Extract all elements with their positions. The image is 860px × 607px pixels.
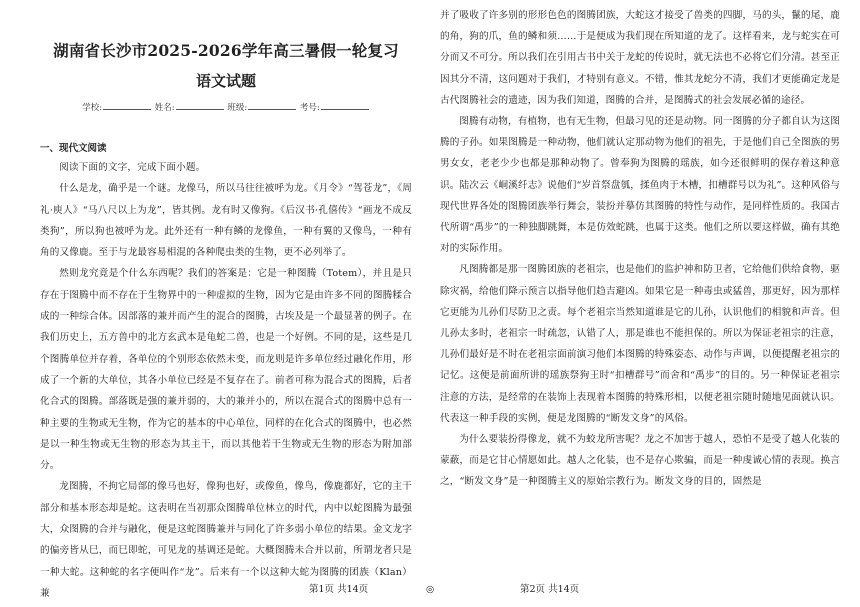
passage-paragraph: 图腾有动物，有植物，也有无生物，但最习见的还是动物。同一图腾的分子都自认为这图腾的子孙。如果图腾是一种动物，他们就认定那动物为他们的祖先，于是他们自己全图族的男男女女，老老少少也都是那种动物了。曾奉狗为图腾的瑶族，如今还很鲜明的保存着这种意识。陆次云《峒溪纤志》说他们“岁首祭盘瓠，揉鱼肉于木槽，扣槽群号以为礼”。这种风俗与现代世界各处的图腾团族举行舞会，装扮并摹仿其图腾的特性与动作，是同样性质的。我国古代所谓“禹步”的一种独脚跳舞，本是仿效蛇跳，也属于这类。他们之所以要这样做，确有其绝对的实际作用。 — [440, 116, 840, 255]
passage-paragraph: 为什么要装扮得像龙，就不为蛟龙所害呢？龙之不加害于越人，恐怕不是受了越人化装的蒙蔽，而是它甘心情愿如此。越人之化装，也不是存心欺骗，而是一种虔诚心情的表现。换言之，“断发文身”是一种图腾主义的原始宗教行为。断发文身的目的，固然是 — [440, 434, 840, 488]
center-mark-icon: ◎ — [426, 584, 435, 595]
passage-paragraph: 然则龙究竟是个什么东西呢？我们的答案是：它是一种图腾（Totem），并且是只存在于图腾中而不存在于生物界中的一种虚拟的生物，因为它是由许多不同的图腾糅合成的一种综合体。因部落的兼并而产生的混合的图腾，古埃及是一个最显著的例子。在我们历史上，五方兽中的北方玄武本是龟蛇二兽，也是一个好例。不同的是，这些是几个图腾单位并存着，各单位的个别形态依然未变，而龙则是许多单位经过融化作用，形成了一个新的大单位，其各小单位已经是不复存在了。前者可称为混合式的图腾，后者化合式的图腾。部落既是强的兼并弱的，大的兼并小的，所以在混合式的图腾中总有一种主要的生物或无生物，作为它的基本的中心单位，同样的在化合式的图腾中，也必然是以一种生物或无生物的形态为其主干，而以其他若干生物或无生物的形态为附加部分。 — [40, 268, 412, 472]
school-blank[interactable] — [103, 100, 151, 110]
class-blank[interactable] — [248, 100, 296, 110]
student-info-line — [40, 100, 412, 115]
passage-paragraph: 并了吸收了许多别的形形色色的图腾团族，大蛇这才接受了兽类的四脚，马的头，鬣的尾，鹿的角，狗的爪，鱼的鳞和须……于是便成为我们现在所知道的龙了。这样看来，龙与蛇实在可分而又不可分。所以我们在引用古书中关于龙蛇的传说时，就无法也不必将它们分清。甚至正因其分不清，这问题对于我们，才特别有意义。不错，惟其龙蛇分不清，我们才更能确定龙是古代图腾社会的遗迹，因为我们知道，图腾的合并，是图腾式的社会发展必循的途径。 — [440, 10, 840, 106]
exam-number-label: 考号: — [299, 103, 320, 113]
page-number-right: 第2页 共14页 — [520, 584, 580, 595]
exam-number-blank[interactable] — [321, 100, 369, 110]
page-number-left: 第1页 共14页 — [309, 584, 369, 595]
passage-paragraph: 龙图腾，不拘它局部的像马也好，像狗也好，或像鱼，像鸟，像鹿都好，它的主干部分和基本形态却是蛇。这表明在当初那众图腾单位林立的时代，内中以蛇图腾为最强大，众图腾的合并与融化，便是这蛇图腾兼并与同化了许多弱小单位的结果。金文龙字的偏旁皆从巳，而巳即蛇，可见龙的基调还是蛇。大概图腾未合并以前，所谓龙者只是一种大蛇。这种蛇的名字便叫作“龙”。后来有一个以这种大蛇为图腾的团族（Klan）兼 — [40, 481, 412, 599]
page-subtitle: 语文试题 — [195, 72, 256, 90]
class-label: 班级: — [227, 103, 248, 113]
school-label: 学校: — [82, 103, 103, 113]
name-blank[interactable] — [176, 100, 224, 110]
reading-instruction: 阅读下面的文字，完成下面小题。 — [59, 162, 206, 173]
name-label: 姓名: — [154, 103, 175, 113]
passage-paragraph: 什么是龙，确乎是一个谜。龙像马，所以马往往被呼为龙。《月令》“驾苍龙”，《周礼·庾人》“马八尺以上为龙”，皆其例。龙有时又像狗。《后汉书·孔僖传》“画龙不成反类狗”，所以狗也被呼为龙。此外还有一种有鳞的龙像鱼，一种有翼的又像鸟，一种有角的又像鹿。至于与龙最容易相混的各种爬虫类的生物，更不必列举了。 — [40, 183, 412, 259]
page-title: 湖南省长沙市2025-2026学年高三暑假一轮复习 — [53, 41, 399, 60]
passage-paragraph: 凡图腾都是那一图腾团族的老祖宗，也是他们的监护神和防卫者，它给他们供给食物，驱除灾祸，给他们降示预言以指导他们趋吉避凶。如果它是一种毒虫或猛兽，那更好，因为那样它更能为儿孙们尽防卫之责。每个老祖宗当然知道谁是它的儿孙，认识他们的相貌和声音。但儿孙太多时，老祖宗一时疏忽，认错了人，那是谁也不能担保的。所以为保证老祖宗的注意，儿孙们最好是不时在老祖宗面前演习他们本图腾的特殊姿态、动作与声调，以便提醒老祖宗的记忆。这便是前面所讲的瑶族祭狗王时“扣槽群号”而舍和“禹步”的目的。另一种保证老祖宗注意的方法，是经常的在装饰上表现着本图腾的特殊形相，以便老祖宗随时随地见面就认识。代表这一种手段的实例，便是龙图腾的“断发文身”的风俗。 — [440, 264, 840, 424]
section-heading: 一、现代文阅读 — [40, 143, 107, 154]
left-page — [0, 0, 430, 604]
right-page — [430, 0, 860, 493]
